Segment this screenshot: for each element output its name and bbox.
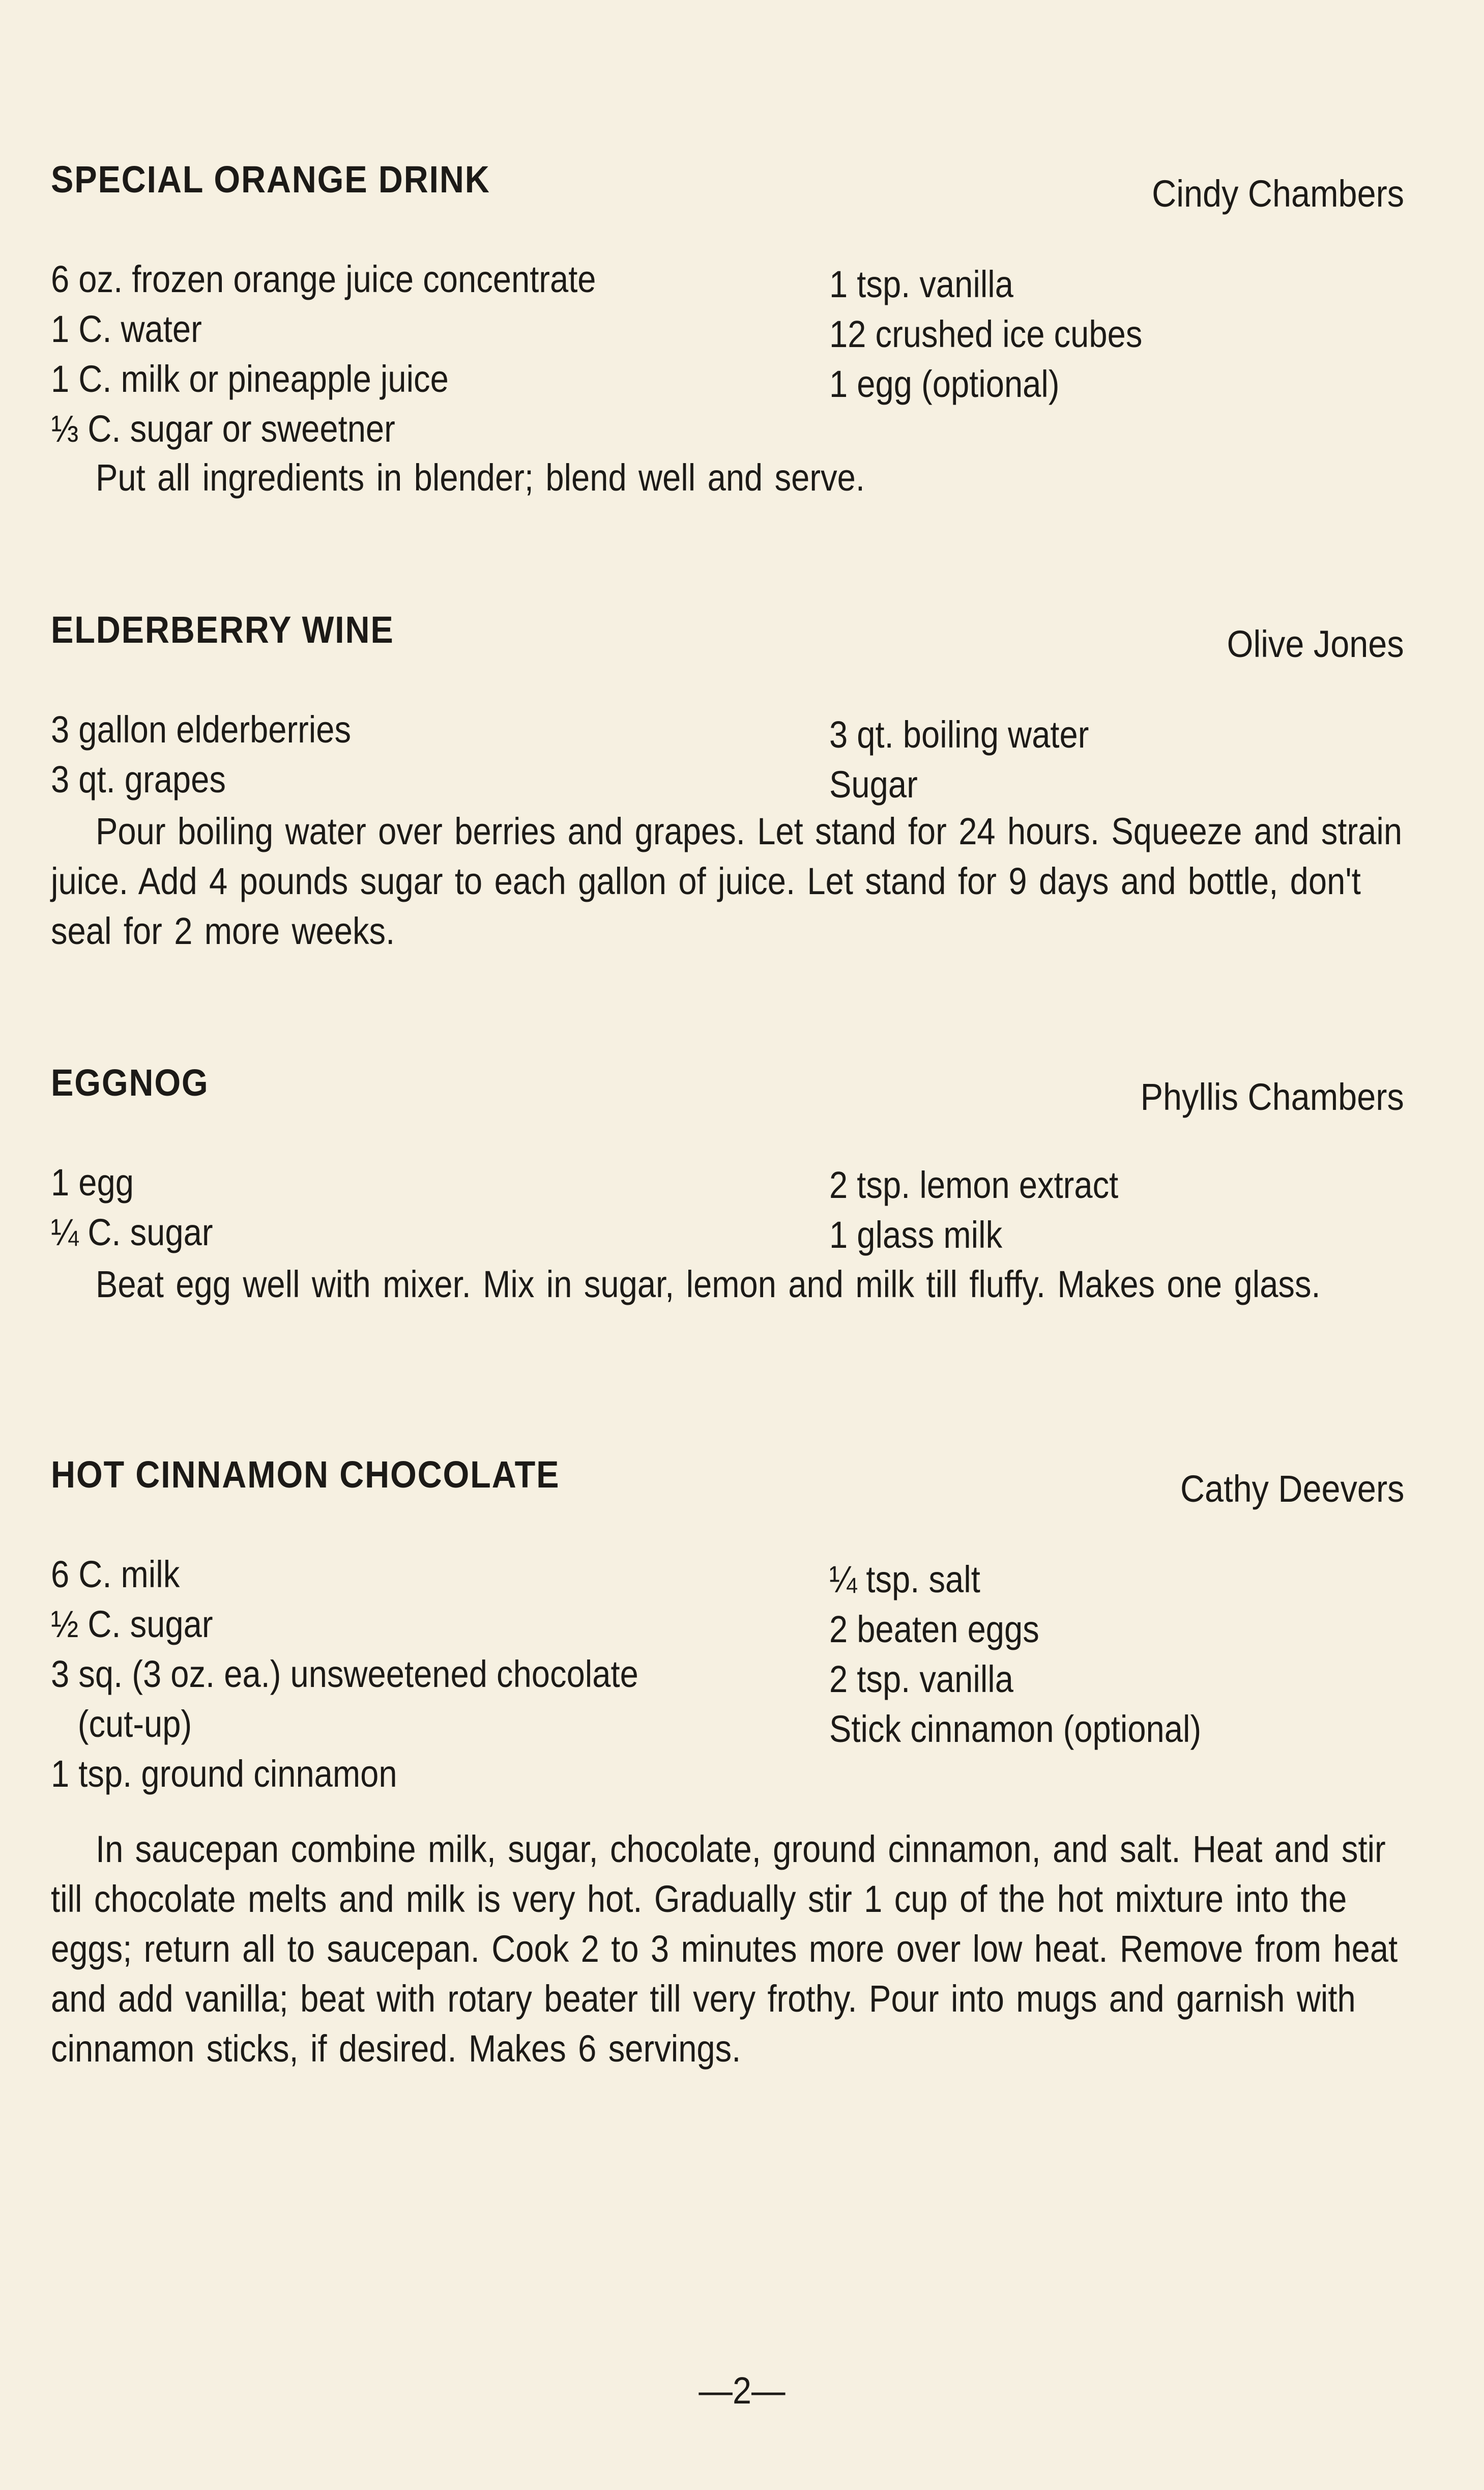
ingredients-left: [51, 1158, 235, 1257]
ingredient: 1 C. milk or pineapple juice: [51, 358, 449, 400]
ingredient: (cut-up): [77, 1703, 192, 1745]
ingredient: ½ C. sugar: [51, 1603, 213, 1645]
ingredient: 2 tsp. lemon extract: [829, 1164, 1119, 1206]
ingredients-right: [829, 1555, 1252, 1754]
recipe-header: [51, 1061, 1404, 1127]
ingredient: 3 qt. grapes: [51, 758, 226, 800]
ingredient: 6 oz. frozen orange juice concentrate: [51, 258, 596, 300]
ingredient: 6 C. milk: [51, 1553, 180, 1595]
recipe-author: Phyllis Chambers: [1140, 1076, 1404, 1118]
ingredient: 1 glass milk: [829, 1214, 1003, 1256]
recipe-method: Put all ingredients in blender; blend well and serve.: [96, 456, 865, 499]
recipe-header: [51, 158, 1404, 224]
recipe-eggnog: [51, 1061, 1404, 1305]
ingredient: 1 egg (optional): [829, 363, 1060, 405]
ingredients-right: [829, 710, 1124, 810]
recipe-method: Pour boiling water over berries and grapes. Let stand for 24 hours. Squeeze and strain juice. Add 4 pounds sugar to each gallon of juice. Let stand for 9 days and bottle, don't seal for 2 more weeks.: [51, 810, 1403, 952]
recipe-header: [51, 608, 1404, 674]
ingredient: 1 egg: [51, 1161, 134, 1204]
recipe-title: SPECIAL ORANGE DRINK: [51, 158, 490, 201]
ingredient: 3 sq. (3 oz. ea.) unsweetened chocolate: [51, 1653, 638, 1695]
ingredients-left: [51, 254, 671, 454]
recipe-author: Olive Jones: [1227, 623, 1404, 665]
recipe-author: Cathy Deevers: [1180, 1468, 1404, 1510]
ingredient: ¼ tsp. salt: [829, 1558, 980, 1600]
ingredient: 12 crushed ice cubes: [829, 313, 1143, 355]
ingredient: Stick cinnamon (optional): [829, 1708, 1202, 1750]
recipe-hot-cinnamon-chocolate: [51, 1453, 1404, 2070]
ingredient: 3 qt. boiling water: [829, 713, 1089, 756]
recipe-title: EGGNOG: [51, 1062, 209, 1104]
ingredient: 1 tsp. vanilla: [829, 263, 1013, 305]
recipe-header: [51, 1453, 1404, 1519]
recipe-title: ELDERBERRY WINE: [51, 609, 394, 651]
recipe-elderberry-wine: [51, 608, 1404, 952]
ingredient: Sugar: [829, 763, 918, 806]
recipe-special-orange-drink: [51, 158, 1404, 499]
page-number: —2—: [699, 2369, 785, 2412]
ingredient: 3 gallon elderberries: [51, 708, 352, 751]
ingredient: ⅓ C. sugar or sweetner: [51, 408, 395, 450]
ingredients-right: [829, 260, 1185, 409]
ingredients-right: [829, 1160, 1158, 1260]
recipe-author: Cindy Chambers: [1152, 173, 1404, 215]
ingredient: ¼ C. sugar: [51, 1211, 213, 1253]
recipe-method: Beat egg well with mixer. Mix in sugar, lemon and milk till fluffy. Makes one glass.: [96, 1263, 1321, 1305]
ingredient: 1 tsp. ground cinnamon: [51, 1753, 397, 1795]
recipe-title: HOT CINNAMON CHOCOLATE: [51, 1453, 560, 1496]
ingredient: 2 beaten eggs: [829, 1608, 1039, 1650]
ingredient: 1 C. water: [51, 308, 202, 350]
ingredient: 2 tsp. vanilla: [829, 1658, 1013, 1700]
recipe-method: In saucepan combine milk, sugar, chocolate, ground cinnamon, and salt. Heat and stir till chocolate melts and milk is very hot. Gradually stir 1 cup of the hot mixture into the eggs; return all to saucepan. Cook 2 to 3 minutes more over low heat. Remove from heat and add vanilla; beat with rotary beater till very frothy. Pour into mugs and garnish with cinnamon sticks, if desired. Makes 6 servings.: [51, 1828, 1398, 2070]
ingredients-left: [51, 1550, 718, 1799]
ingredients-left: [51, 705, 392, 805]
